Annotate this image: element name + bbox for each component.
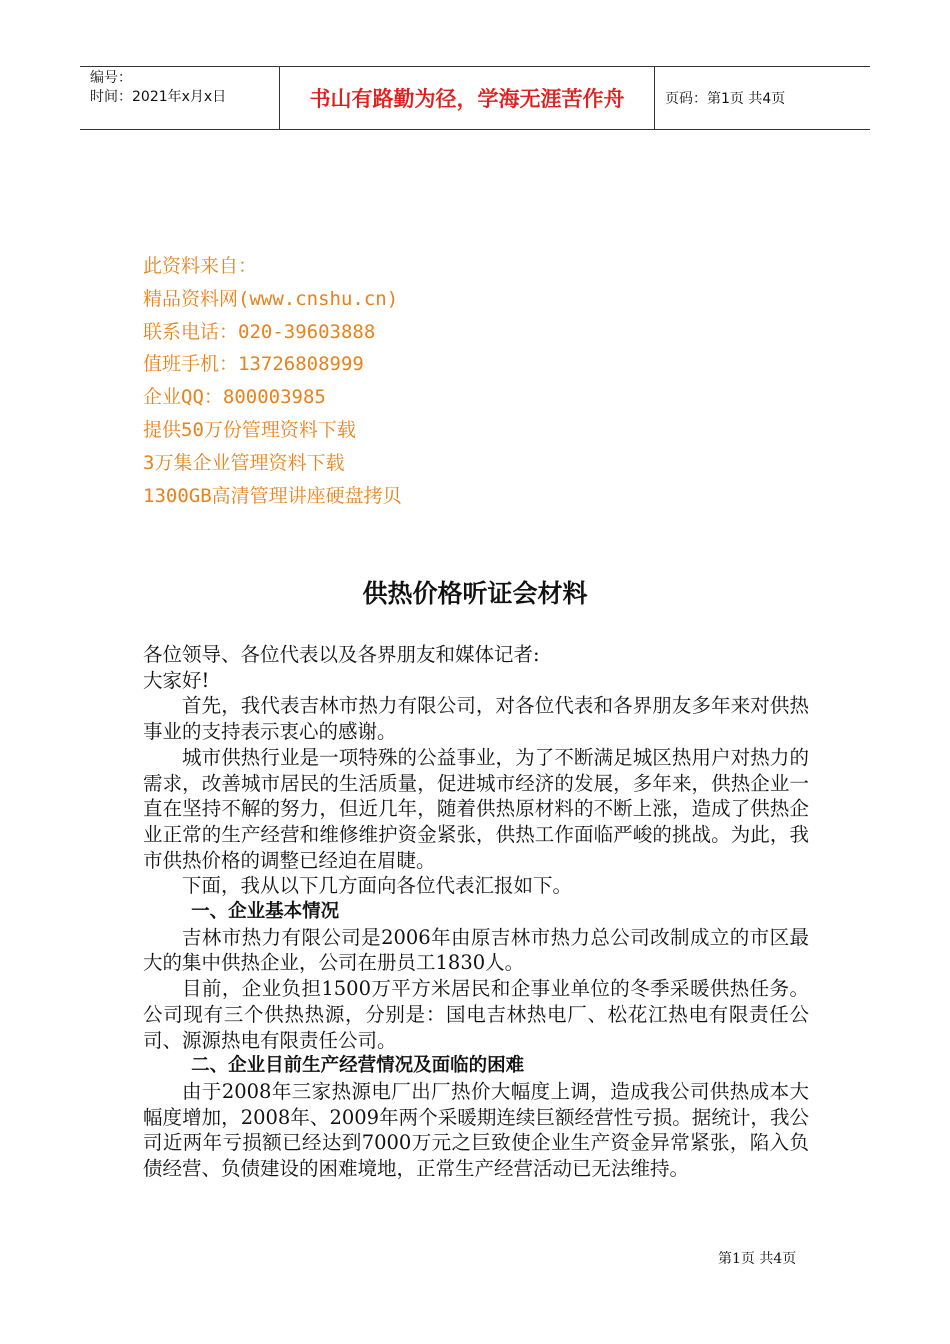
paragraph: 吉林市热力有限公司是2006年由原吉林市热力总公司改制成立的市区最大的集中供热企业，公司在册员工1830人。 [143, 925, 809, 975]
source-line: 1300GB高清管理讲座硬盘拷贝 [143, 484, 402, 507]
header-info [80, 67, 280, 129]
section-heading: 二、企业目前生产经营情况及面临的困难 [191, 1055, 525, 1077]
page-header [80, 66, 870, 130]
source-line: 值班手机：13726808999 [143, 353, 364, 376]
time-label: 时间：2021年x月x日 [90, 89, 227, 105]
greeting: 大家好! [143, 668, 210, 692]
source-line: 提供50万份管理资料下载 [143, 418, 356, 441]
paragraph: 下面，我从以下几方面向各位代表汇报如下。 [182, 874, 573, 898]
number-label: 编号： [90, 70, 132, 86]
header-motto: 书山有路勤为径，学海无涯苦作舟 [280, 67, 655, 129]
section-heading: 一、企业基本情况 [191, 901, 340, 923]
source-info-block [143, 250, 402, 512]
paragraph: 首先，我代表吉林市热力有限公司，对各位代表和各界朋友多年来对供热事业的支持表示衷心的感谢。 [143, 694, 809, 744]
paragraph: 目前，企业负担1500万平方米居民和企事业单位的冬季采暖供热任务。公司现有三个供热热源，分别是：国电吉林热电厂、松花江热电有限责任公司、源源热电有限责任公司。 [143, 977, 809, 1052]
source-line: 联系电话：020-39603888 [143, 320, 376, 343]
source-line: 企业QQ：800003985 [143, 386, 326, 409]
source-line: 3万集企业管理资料下载 [143, 451, 345, 474]
paragraph: 由于2008年三家热源电厂出厂热价大幅度上调，造成我公司供热成本大幅度增加，2008年、2009年两个采暖期连续巨额经营性亏损。据统计，我公司近两年亏损额已经达到7000万元之巨致使企业生产资金异常紧张，陷入负债经营、负债建设的困难境地，正常生产经营活动已无法维持。 [143, 1079, 809, 1181]
source-line: 此资料来自： [143, 255, 258, 277]
page-footer: 第1页 共4页 [718, 1251, 797, 1267]
paragraph: 城市供热行业是一项特殊的公益事业，为了不断满足城区热用户对热力的需求，改善城市居民的生活质量，促进城市经济的发展，多年来，供热企业一直在坚持不解的努力，但近几年，随着供热原材料的不断上涨，造成了供热企业正常的生产经营和维修维护资金紧张，供热工作面临严峻的挑战。为此，我市供热价格的调整已经迫在眉睫。 [143, 745, 809, 872]
document-title: 供热价格听证会材料 [362, 579, 588, 608]
source-line: 精品资料网(www.cnshu.cn) [143, 287, 399, 310]
salutation: 各位领导、各位代表以及各界朋友和媒体记者: [143, 643, 540, 666]
document-body [143, 642, 809, 1182]
header-page-code: 页码：第1页 共4页 [665, 91, 786, 107]
